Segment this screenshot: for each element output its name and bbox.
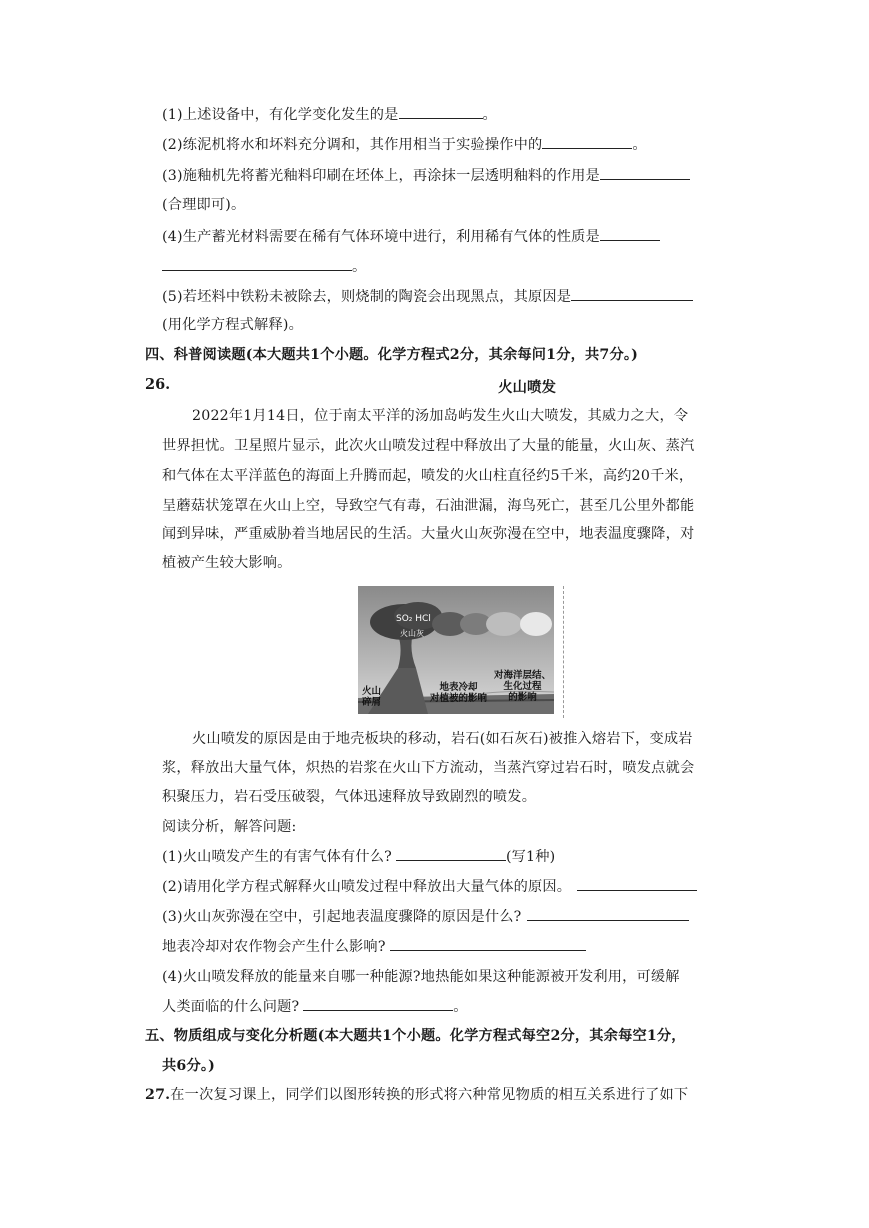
q27-stem bbox=[145, 1085, 688, 1105]
q25-part3 bbox=[162, 165, 690, 186]
q26-sub1 bbox=[162, 846, 555, 867]
q25-part4-answer-blank[interactable] bbox=[600, 226, 660, 241]
q26-sub4-num: (4) bbox=[162, 969, 183, 985]
q27-number: 27. bbox=[145, 1087, 171, 1103]
q26-sub4-line2 bbox=[162, 996, 468, 1017]
q25-part1 bbox=[162, 104, 497, 125]
q26-para1-line4: 呈蘑菇状笼罩在火山上空，导致空气有毒，石油泄漏，海鸟死亡，甚至几公里外都能 bbox=[162, 498, 695, 514]
q26-sub4-answer-blank[interactable] bbox=[303, 996, 453, 1011]
q25-part1-end: 。 bbox=[482, 107, 497, 123]
q26-intro: 阅读分析，解答问题: bbox=[162, 819, 297, 835]
q25-part5-answer-blank[interactable] bbox=[571, 286, 693, 301]
q26-sub3-cont: 地表冷却对农作物会产生什么影响? bbox=[162, 939, 386, 955]
q25-part1-num: (1) bbox=[162, 107, 183, 123]
q25-part3-num: (3) bbox=[162, 168, 183, 184]
q26-para1-line6: 植被产生较大影响。 bbox=[162, 555, 292, 571]
q25-part1-text: 上述设备中，有化学变化发生的是 bbox=[182, 107, 399, 123]
section5-heading: 五、物质组成与变化分析题(本大题共1个小题。化学方程式每空2分，其余每空1分， bbox=[145, 1028, 686, 1044]
q27-text: 在一次复习课上，同学们以图形转换的形式将六种常见物质的相互关系进行了如下 bbox=[170, 1087, 689, 1103]
q26-sub2 bbox=[162, 876, 697, 897]
q26-para2-line3: 积聚压力，岩石受压破裂，气体迅速释放导致剧烈的喷发。 bbox=[162, 789, 537, 805]
q26-title: 火山喷发 bbox=[498, 379, 556, 396]
q25-part5-cont: (用化学方程式解释)。 bbox=[162, 317, 303, 333]
q25-part4 bbox=[162, 226, 660, 247]
q26-sub1-answer-blank[interactable] bbox=[396, 846, 506, 861]
q25-part3-answer-blank[interactable] bbox=[600, 165, 690, 180]
q26-sub2-answer-blank[interactable] bbox=[577, 876, 697, 891]
q25-part2 bbox=[162, 134, 647, 155]
section4-heading: 四、科普阅读题(本大题共1个小题。化学方程式2分，其余每问1分，共7分。) bbox=[145, 347, 639, 363]
volcano-figure bbox=[358, 586, 566, 716]
fig-gas-label: SO₂ HCl bbox=[396, 614, 431, 624]
q26-para1-line3: 和气体在太平洋蓝色的海面上升腾而起，喷发的火山柱直径约5千米，高约20千米， bbox=[162, 468, 694, 484]
q26-para2-line1: 火山喷发的原因是由于地壳板块的移动，岩石(如石灰石)被推入熔岩下，变成岩 bbox=[192, 731, 693, 747]
q26-sub1-num: (1) bbox=[162, 849, 183, 865]
q25-part3-cont: (合理即可)。 bbox=[162, 197, 246, 213]
q26-sub1-end: (写1种) bbox=[505, 849, 556, 865]
q25-part4-text: 生产蓄光材料需要在稀有气体环境中进行，利用稀有气体的性质是 bbox=[182, 229, 600, 245]
fig-ash-label: 火山灰 bbox=[400, 629, 424, 638]
q26-sub3-num: (3) bbox=[162, 909, 183, 925]
q26-sub2-num: (2) bbox=[162, 879, 183, 895]
q26-sub4-end: 。 bbox=[453, 999, 468, 1015]
fig-cooling-label: 地表冷却 对植被的影响 bbox=[430, 682, 488, 704]
q25-part2-text: 练泥机将水和坏料充分调和，其作用相当于实验操作中的 bbox=[182, 137, 543, 153]
q25-part2-end: 。 bbox=[632, 137, 647, 153]
q26-sub2-text: 请用化学方程式解释火山喷发过程中释放出大量气体的原因。 bbox=[182, 879, 572, 895]
q26-para1-line5: 闻到异味，严重威胁着当地居民的生活。大量火山灰弥漫在空中，地表温度骤降，对 bbox=[162, 526, 695, 542]
q25-part5-text: 若坯料中铁粉未被除去，则烧制的陶瓷会出现黑点，其原因是 bbox=[182, 289, 572, 305]
q26-sub4-text: 火山喷发释放的能量来自哪一种能源?地热能如果这种能源被开发利用，可缓解 bbox=[182, 969, 680, 985]
q26-sub3 bbox=[162, 906, 689, 927]
q26-sub3-answer-blank[interactable] bbox=[527, 906, 689, 921]
fig-ocean-label: 对海洋层结、 生化过程 的影响 bbox=[494, 670, 552, 703]
q26-sub3-answer-blank-2[interactable] bbox=[390, 936, 586, 951]
section5-heading-cont: 共6分。) bbox=[162, 1058, 216, 1074]
q25-part4-line2 bbox=[162, 256, 366, 277]
q25-part3-text: 施釉机先将蓄光釉料印刷在坯体上，再涂抹一层透明釉料的作用是 bbox=[182, 168, 600, 184]
q25-part2-answer-blank[interactable] bbox=[542, 134, 632, 149]
q25-part2-num: (2) bbox=[162, 137, 183, 153]
q26-number: 26. bbox=[145, 376, 171, 393]
q25-part4-answer-blank-cont[interactable] bbox=[162, 256, 352, 271]
q26-sub3-line2 bbox=[162, 936, 586, 957]
q26-para1-line2: 世界担忧。卫星照片显示，此次火山喷发过程中释放出了大量的能量，火山灰、蒸汽 bbox=[162, 438, 695, 454]
q25-part1-answer-blank[interactable] bbox=[399, 104, 483, 119]
q25-part5 bbox=[162, 286, 693, 307]
q26-sub1-text: 火山喷发产生的有害气体有什么? bbox=[182, 849, 392, 865]
q25-part4-end: 。 bbox=[352, 259, 367, 275]
fig-debris-label: 火山 碎屑 bbox=[362, 686, 382, 708]
q26-para2-line2: 浆，释放出大量气体，炽热的岩浆在火山下方流动，当蒸汽穿过岩石时，喷发点就会 bbox=[162, 760, 695, 776]
q26-sub4 bbox=[162, 967, 680, 987]
q26-sub4-cont: 人类面临的什么问题? bbox=[162, 999, 300, 1015]
q25-part4-num: (4) bbox=[162, 229, 183, 245]
q25-part5-num: (5) bbox=[162, 289, 183, 305]
q26-sub3-text: 火山灰弥漫在空中，引起地表温度骤降的原因是什么? bbox=[182, 909, 522, 925]
figure-divider bbox=[563, 586, 564, 718]
q26-para1-line1: 2022年1月14日，位于南太平洋的汤加岛屿发生火山大喷发，其威力之大，令 bbox=[192, 408, 689, 424]
